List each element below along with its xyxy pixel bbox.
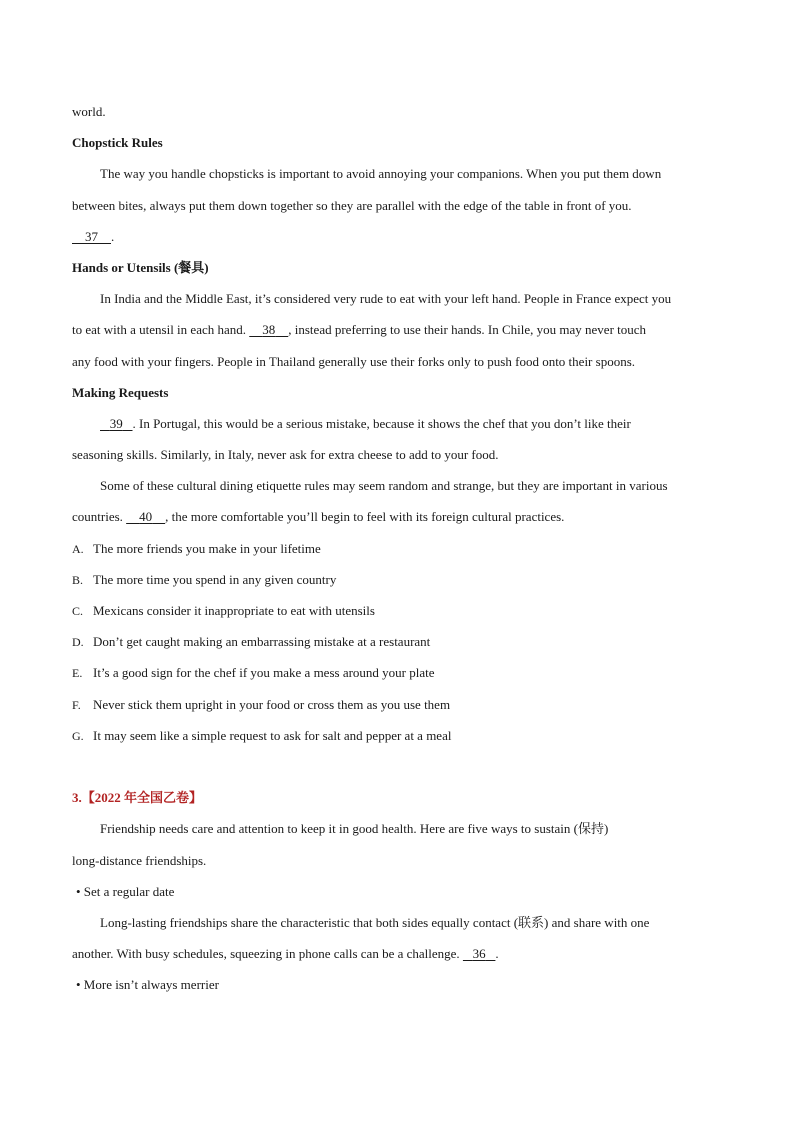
paragraph-text: long-distance friendships. [72, 852, 207, 868]
option-text: It may seem like a simple request to ask for salt and pepper at a meal [93, 727, 452, 743]
option-b[interactable] [72, 564, 722, 595]
text-line [72, 845, 722, 876]
option-text: Never stick them upright in your food or cross them as you use them [93, 696, 451, 712]
option-letter: G. [72, 728, 84, 743]
paragraph-text: between bites, always put them down together so they are parallel with the edge of the table in front of you. [72, 197, 632, 213]
option-text: It’s a good sign for the chef if you make a mess around your plate [93, 665, 435, 681]
option-d[interactable] [72, 626, 722, 657]
blank-39 [100, 416, 133, 431]
blank-number: 36 [472, 946, 486, 962]
paragraph-text: to eat with a utensil in each hand. [72, 322, 247, 338]
paragraph-text: The way you handle chopsticks is important to avoid annoying your companions. When you put them down [100, 166, 662, 182]
paragraph-text: , the more comfortable you’ll begin to feel with its foreign cultural practices. [165, 509, 565, 525]
text-line [72, 408, 722, 439]
text-line [72, 346, 722, 377]
option-text: Don’t get caught making an embarrassing mistake at a restaurant [93, 634, 431, 650]
section-spacer [72, 751, 722, 782]
option-a[interactable] [72, 533, 722, 564]
text-line [72, 158, 722, 189]
text-line [72, 283, 722, 314]
paragraph-text: . [111, 228, 115, 244]
option-text: Mexicans consider it inappropriate to eat with utensils [93, 603, 375, 618]
section-heading-making-requests: Making Requests [72, 384, 169, 400]
blank-37 [72, 229, 111, 244]
text-line [72, 221, 722, 252]
section-heading-chopstick-rules: Chopstick Rules [72, 135, 163, 151]
text-line [72, 938, 722, 969]
paragraph-text: seasoning skills. Similarly, in Italy, never ask for extra cheese to add to your food. [72, 447, 499, 463]
blank-number: 37 [85, 228, 98, 244]
option-text: The more time you spend in any given country [93, 571, 337, 587]
paragraph-text: world. [72, 104, 106, 119]
paragraph-text: , instead preferring to use their hands. In Chile, you may never touch [288, 322, 647, 338]
option-letter: F. [72, 697, 81, 712]
blank-number: 38 [262, 322, 276, 338]
text-line [72, 501, 722, 532]
blank-number: 39 [109, 415, 123, 431]
option-text: The more friends you make in your lifetime [93, 540, 321, 556]
blank-number: 40 [139, 509, 153, 525]
paragraph-text: Long-lasting friendships share the characteristic that both sides equally contact (联系) and share with one [100, 914, 650, 930]
blank-40 [126, 509, 165, 524]
option-letter: E. [72, 666, 83, 681]
page-content [72, 96, 722, 1000]
option-letter: C. [72, 604, 84, 618]
paragraph-text: any food with your fingers. People in Thailand generally use their forks only to push food onto their spoons. [72, 353, 635, 369]
blank-38 [249, 322, 288, 337]
option-letter: A. [72, 541, 84, 556]
section-heading-hands-or-utensils: Hands or Utensils (餐具) [72, 259, 209, 275]
bullet-heading: • More isn’t always merrier [76, 977, 219, 993]
text-line [72, 96, 722, 127]
text-line [72, 470, 722, 501]
paragraph-text: another. With busy schedules, squeezing in phone calls can be a challenge. [72, 946, 460, 962]
option-e[interactable] [72, 657, 722, 688]
text-line [72, 813, 722, 844]
exam-source-title: 3.【2022 年全国乙卷】 [72, 790, 203, 806]
paragraph-text: . [495, 946, 499, 962]
paragraph-text: In India and the Middle East, it’s considered very rude to eat with your left hand. People in France expect you [100, 291, 672, 307]
option-letter: D. [72, 635, 84, 650]
text-line [72, 190, 722, 221]
option-g[interactable] [72, 720, 722, 751]
text-line [72, 907, 722, 938]
paragraph-text: Some of these cultural dining etiquette rules may seem random and strange, but they are important in various [100, 478, 668, 494]
paragraph-text: countries. [72, 509, 123, 525]
text-line [72, 314, 722, 345]
blank-36 [463, 946, 499, 962]
paragraph-text: . In Portugal, this would be a serious mistake, because it shows the chef that you don’t like their [132, 415, 631, 431]
paragraph-text: Friendship needs care and attention to keep it in good health. Here are five ways to sustain (保持) [100, 821, 609, 837]
option-letter: B. [72, 572, 84, 587]
option-list [72, 533, 722, 751]
option-f[interactable] [72, 689, 722, 720]
bullet-heading: • Set a regular date [76, 883, 175, 899]
text-line [72, 439, 722, 470]
option-c[interactable] [72, 595, 722, 626]
